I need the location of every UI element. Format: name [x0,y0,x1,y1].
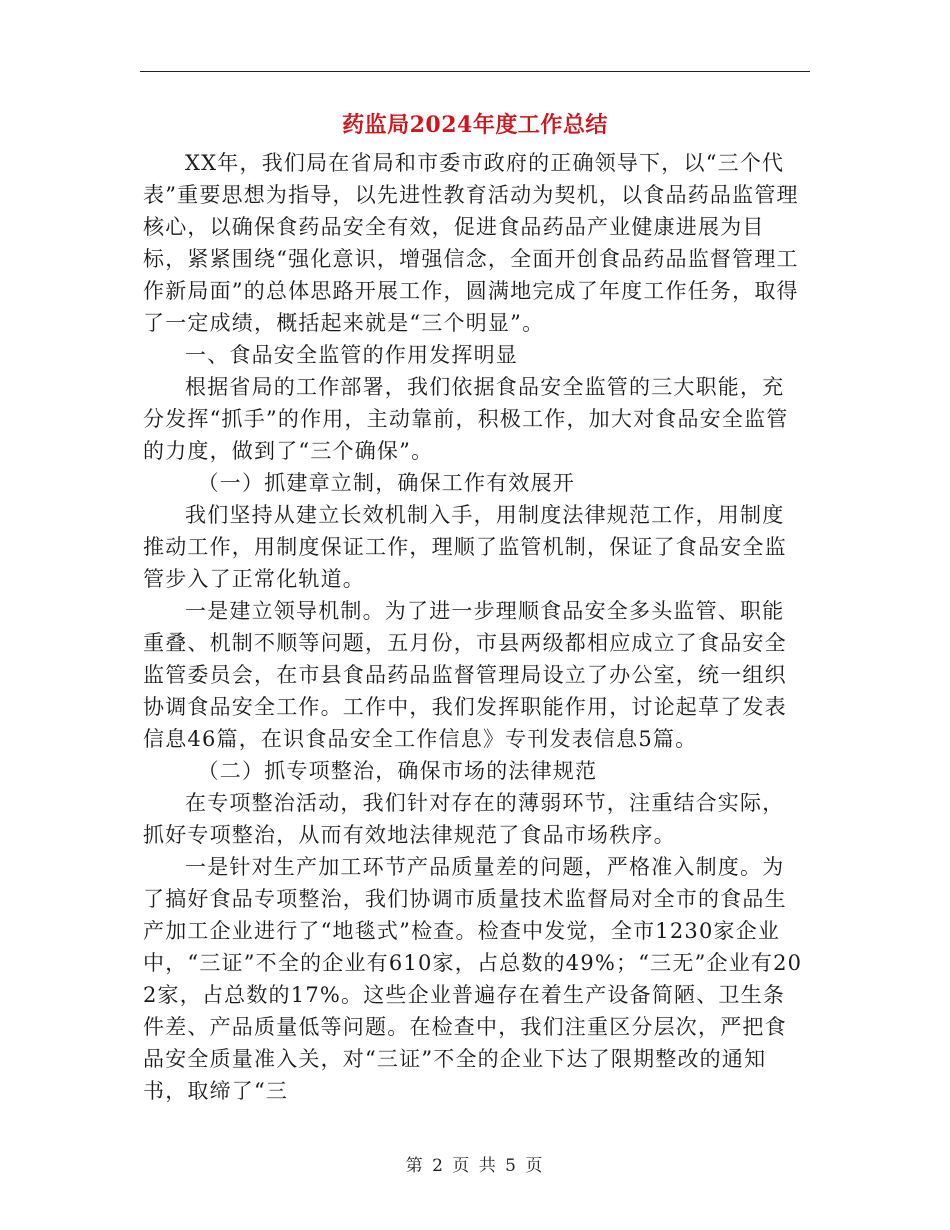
subsection-heading-2: （二）抓专项整治，确保市场的法律规范 [197,759,598,783]
paragraph-mechanism: 我们坚持从建立长效机制入手，用制度法律规范工作，用制度推动工作，用制度保证工作，理顺了监管机制，保证了食品安全监管步入了正常化轨道。 [143,503,787,591]
paragraph-food-safety-role: 根据省局的工作部署，我们依据食品安全监管的三大职能，充分发挥“抓手”的作用，主动靠前，积极工作，加大对食品安全监管的力度，做到了“三个确保”。 [143,375,789,463]
document-title: 药监局2024年度工作总结 [342,112,608,138]
paragraph-intro: XX年，我们局在省局和市委市政府的正确领导下，以“三个代表”重要思想为指导，以先进性教育活动为契机，以食品药品监管理核心，以确保食药品安全有效，促进食品药品产业健康进展为目标，紧紧围绕“强化意识，增强信念，全面开创食品药品监督管理工作新局面”的总体思路开展工作，圆满地完成了年度工作任务，取得了一定成绩，概括起来就是“三个明显”。 [143,151,799,335]
header-rule [140,71,810,72]
paragraph-special-rectification: 在专项整治活动，我们针对存在的薄弱环节，注重结合实际，抓好专项整治，从而有效地法律规范了食品市场秩序。 [143,791,785,847]
paragraph-leadership: 一是建立领导机制。为了进一步理顺食品安全多头监管、职能重叠、机制不顺等问题，五月份，市县两级都相应成立了食品安全监管委员会，在市县食品药品监督管理局设立了办公室，统一组织协调食品安全工作。工作中，我们发挥职能作用，讨论起草了发表信息46篇，在识食品安全工作信息》专刊发表信息5篇。 [143,599,787,751]
page-footer: 第 2 页 共 5 页 [405,1156,545,1176]
subsection-heading-1: （一）抓建章立制，确保工作有效展开 [197,471,575,495]
document-body [143,147,803,1107]
paragraph-production-quality: 一是针对生产加工环节产品质量差的问题，严格准入制度。为了搞好食品专项整治，我们协调市质量技术监督局对全市的食品生产加工企业进行了“地毯式”检查。检查中发觉，全市1230家企业中，“三证”不全的企业有610家，占总数的49%；“三无”企业有202家，占总数的17%。这些企业普遍存在着生产设备简陋、卫生条件差、产品质量低等问题。在检查中，我们注重区分层次，严把食品安全质量准入关，对“三证”不全的企业下达了限期整改的通知书，取缔了“三 [143,855,803,1103]
section-heading-1: 一、食品安全监管的作用发挥明显 [185,343,518,367]
